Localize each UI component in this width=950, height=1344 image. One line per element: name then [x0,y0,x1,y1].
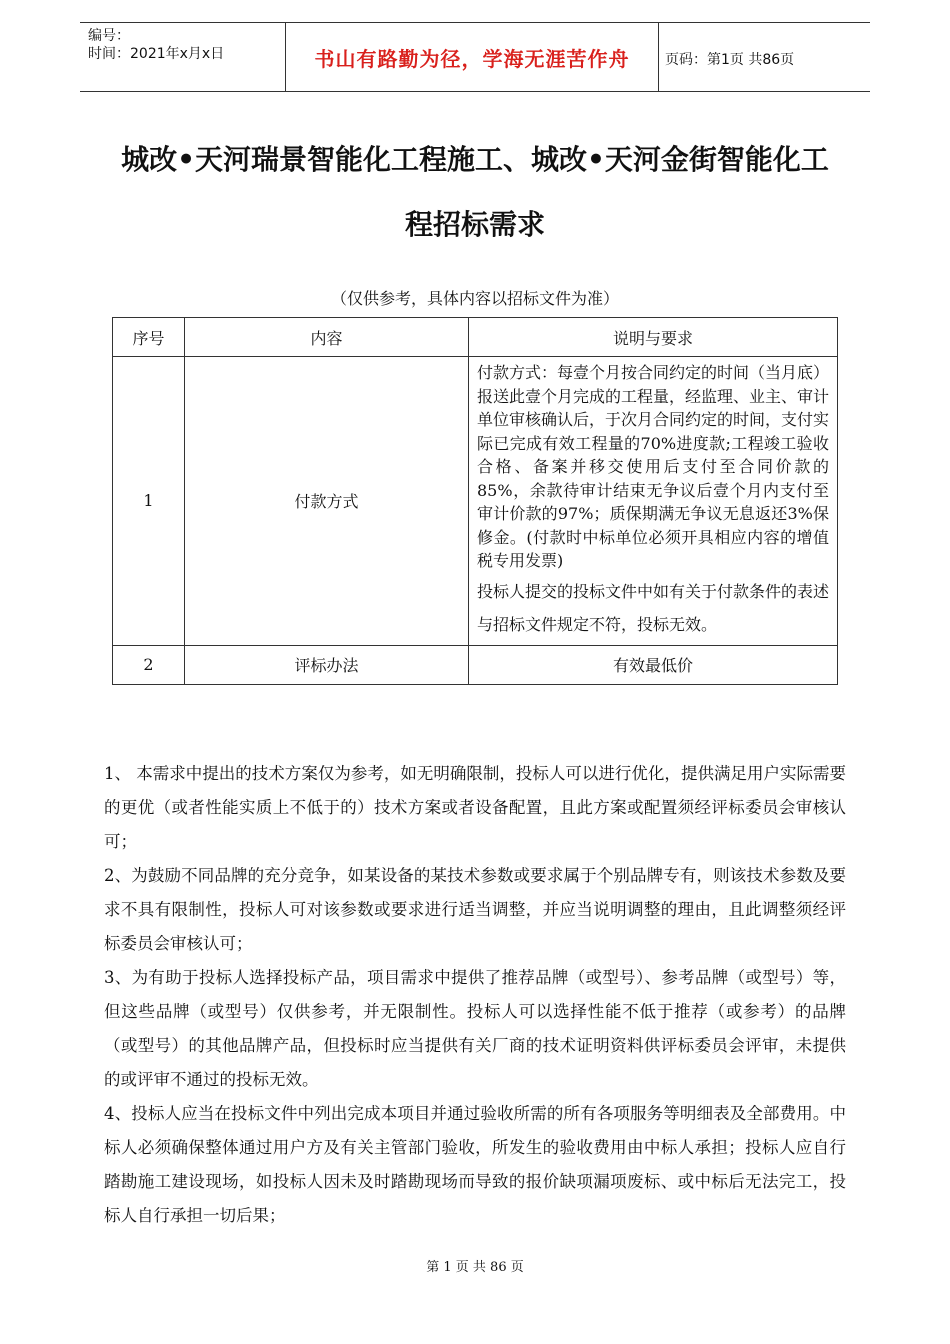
paragraph-4: 4、投标人应当在投标文件中列出完成本项目并通过验收所需的所有各项服务等明细表及全部费用。中标人必须确保整体通过用户方及有关主管部门验收，所发生的验收费用由中标人承担；投标人应自行踏勘施工建设现场，如投标人因未及时踏勘现场而导致的报价缺项漏项废标、或中标后无法完工，投标人自行承担一切后果； [104,1104,846,1225]
page-header [80,22,870,92]
table-header-row [113,318,838,357]
paragraph-2: 2、为鼓励不同品牌的充分竞争，如某设备的某技术参数或要求属于个别品牌专有，则该技术参数及要求不具有限制性，投标人可对该参数或要求进行适当调整，并应当说明调整的理由，且此调整须经评标委员会审核认可； [104,866,846,953]
reference-note: （仅供参考，具体内容以招标文件为准） [330,289,619,308]
header-content: 内容 [185,318,469,357]
header-page-info: 页码：第1页 共86页 [665,52,795,68]
paragraph-1: 1、 本需求中提出的技术方案仅为参考，如无明确限制，投标人可以进行优化，提供满足用户实际需要的更优（或者性能实质上不低于的）技术方案或者设备配置，且此方案或配置须经评标委员会审核认可； [104,764,846,851]
requirements-table [112,317,838,685]
body-text [104,757,846,1233]
header-motto: 书山有路勤为径，学海无涯苦作舟 [285,23,659,91]
table-row [113,645,838,684]
document-title-line-1: 城改•天河瑞景智能化工程施工、城改•天河金街智能化工 [121,143,829,176]
page-footer: 第 1 页 共 86 页 [426,1260,524,1275]
row-no: 1 [113,357,185,646]
row-desc-text: 付款方式：每壹个月按合同约定的时间（当月底）报送此壹个月完成的工程量，经监理、业主、审计单位审核确认后，于次月合同约定的时间，支付实际已完成有效工程量的70%进度款;工程竣工验收合格、备案并移交使用后支付至合同价款的85%，余款待审计结束无争议后壹个月内支付至审计价款的97%；质保期满无争议无息返还3%保修金。(付款时中标单位必须开具相应内容的增值税专用发票) [477,363,830,570]
header-desc: 说明与要求 [469,318,838,357]
row-content: 付款方式 [185,357,469,646]
row-desc: 有效最低价 [469,645,838,684]
row-content: 评标办法 [185,645,469,684]
row-desc [469,357,838,646]
paragraph-3: 3、为有助于投标人选择投标产品，项目需求中提供了推荐品牌（或型号）、参考品牌（或型号）等，但这些品牌（或型号）仅供参考，并无限制性。投标人可以选择性能不低于推荐（或参考）的品牌（或型号）的其他品牌产品，但投标时应当提供有关厂商的技术证明资料供评标委员会评审，未提供的或评审不通过的投标无效。 [104,968,846,1089]
document-title-line-2: 程招标需求 [404,208,545,241]
row-no: 2 [113,645,185,684]
table-row [113,357,838,646]
document-date: 时间：2021年x月x日 [88,46,225,62]
document-number: 编号： [88,28,130,44]
header-meta [88,27,224,63]
header-no: 序号 [113,318,185,357]
row-desc-extra: 投标人提交的投标文件中如有关于付款条件的表述与招标文件规定不符，投标无效。 [477,581,830,634]
